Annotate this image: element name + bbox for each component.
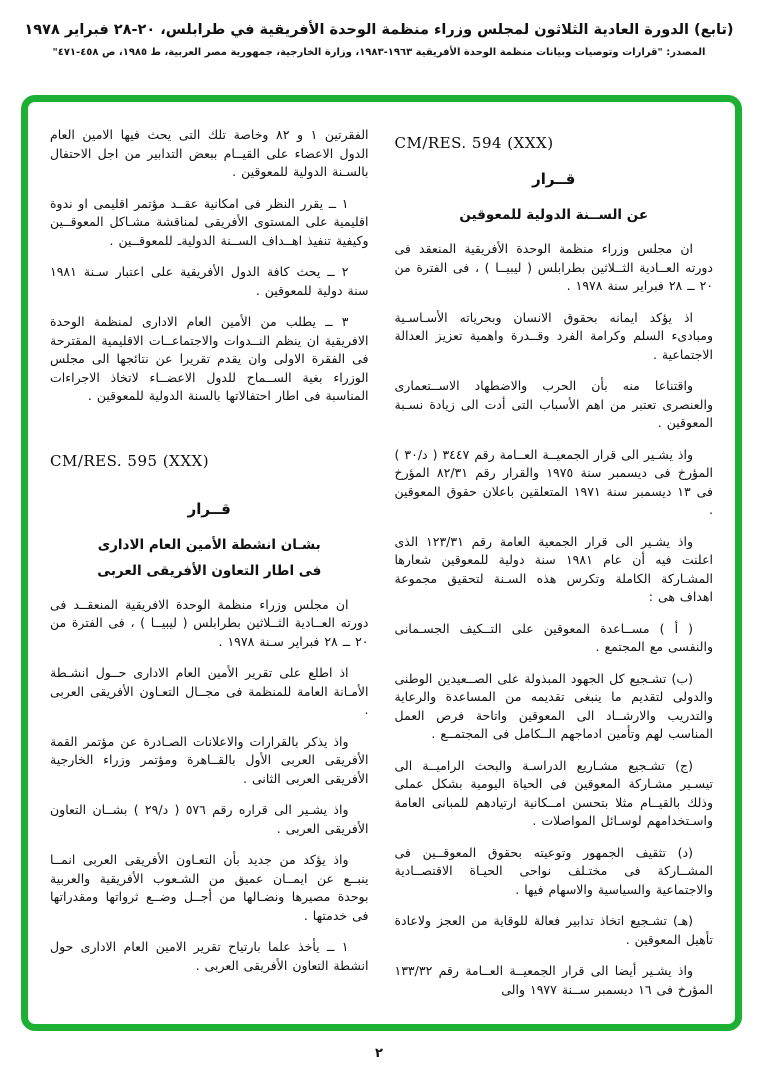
paragraph: واذ يؤكد من جديد بأن التعـاون الأفريقى العربى انمــا ينبــع عن ايمــان عميق من الشـعوب الأفريقية والعربية بوحدة مصيرها ونضـالها من أجــل وضــع ثرواتها ومقدراتها فى خدمتها . bbox=[50, 852, 369, 923]
two-column-layout bbox=[28, 102, 735, 1024]
resolution-594-id: CM/RES. 594 (XXX) bbox=[394, 134, 554, 152]
paragraph: اذ يؤكد ايمانه بحقوق الانسان وبحرياته الأسـاسـية ومبادىء السلم وكرامة الفرد وقــدرة واهمية تعزيز العدالة الاجتماعية . bbox=[394, 309, 713, 362]
paragraph: (ب) تشـجيع كل الجهود المبذولة على الصــعيدين الوطنى والدولى لتقديم ما ينبغى تقديمه من المساعدة والرعاية والتدريب والارشــاد الى المعوقين واتاحة فرص العمل المناسب لهم وتأمين ادماجهم الــكامل فى المجتمــع . bbox=[394, 670, 713, 742]
paragraph: (هـ) تشـجيع اتخاذ تدابير فعالة للوقاية من العجز ولاعادة تأهيل المعوقين . bbox=[394, 913, 713, 947]
resolution-595-subtitle-line1: بشـان انشطة الأمين العام الادارى bbox=[97, 536, 321, 553]
resolution-595-subtitle-line2: فى اطار التعاون الأفريقى العربى bbox=[97, 562, 322, 579]
paragraph: (د) تثقيف الجمهور وتوعيته بحقوق المعوقــين فى المشــاركة فى مختـلف نواحى الحيـاة الاقتصــادية والاجتماعية والسياسية والاسهام فيها . bbox=[394, 844, 713, 897]
paragraph: اذ اطلع على تقرير الأمين العام الادارى حــول انشـطة الأمـانة العامة للمنظمة فى مجــال التعـاون الأفريقى العربى . bbox=[50, 665, 369, 718]
page-footer bbox=[0, 1042, 758, 1061]
paragraph: ( أ ) مســاعدة المعوقين على التــكيف الجسـمانى والنفسى مع المجتمع . bbox=[394, 620, 713, 655]
paragraph: واذ يذكر بالقرارات والاعلانات الصـادرة عن مؤتمر القمة الأفريقى العربى الأول بالقــاهرة ومؤتمر وزراء الخارجية الأفريقى العربى الثانى . bbox=[50, 733, 369, 786]
paragraph: ان مجلس وزراء منظمة الوحدة الأفريقية المنعقد فى دورته العــادية الثــلاثين بطرابلس ( ليبيــا ) ، فى الفترة من ٢٠ ــ ٢٨ فبراير سنة ١٩٧٨ . bbox=[394, 241, 713, 294]
paragraph: ٣ ــ يطلب من الأمين العام الادارى لمنظمة الوحدة الافريقية ان ينظم النــدوات والاجتماعــات الاقليمية المقترحة فى الفقرة الاولى وان يقدم تقريرا عن نتائجها الى مجلس الوزراء بغية الســماح للدول الاعضــاء لاتخاذ الاجراءات المناسبة فى اطار احتفالاتها بالسنة الدولية للمعوقين . bbox=[50, 314, 369, 403]
paragraph: (ج) تشـجيع مشـاريع الدراسـة والبحث الراميــة الى تيسـير مشـاركة المعوقين فى الحياة اليومية بشكل عملى وذلك بالقيــام مثلا بتحسن امــكانية ارتيادهم للمبانى العامة واسـتخدامهم لوسـائل المواصلات . bbox=[394, 757, 713, 829]
column-right-res594 bbox=[395, 126, 714, 1014]
paragraph: واذ يشـير أيضا الى قرار الجمعيــة العــامة رقم ١٣٣/٣٢ المؤرخ فى ١٦ ديسمبر ســنة ١٩٧٧ والى bbox=[394, 963, 713, 997]
paragraph: ١ ــ يقرر النظر فى امكانية عقــد مؤتمر اقليمى او ندوة اقليمية على المستوى الأفريقى لمناقشة مشـاكل المعوقــين وكيفية تنفيذ اهــداف الســنة الدوليةـ للمعوقــين . bbox=[50, 195, 369, 248]
paragraph: ٢ ــ يحث كافة الدول الأفريقية على اعتبار سـنة ١٩٨١ سنة دولية للمعوقين . bbox=[50, 264, 369, 298]
source-citation: المصدر: "قرارات وتوصيات وبيانات منظمة الوحدة الأفريقية ١٩٦٣-١٩٨٣، وزارة الخارجية، جمهورية مصر العربية، ط ١٩٨٥، ص ٤٥٨-٤٧١" bbox=[52, 47, 706, 58]
paragraph: واذ يشـير الى قراره رقم ٥٧٦ ( د/٢٩ ) بشــان التعاون الأفريقى العربى . bbox=[50, 802, 369, 836]
paragraph: ١ ــ يأخذ علما بارتياح تقرير الامين العام الادارى حول انشطة التعاون الأفريقى العربى . bbox=[50, 939, 369, 973]
paragraph: الفقرتين ١ و ٨٢ وخاصة تلك التى يحث فيها الامين العام الدول الاعضاء على القيــام ببعض التدابير من اجل الاحتفال بالسـنة الدولية للمعوقين . bbox=[50, 127, 369, 179]
paragraph: واذ يشـير الى قرار الجمعية العامة رقم ١٢٣/٣١ الذى اعلنت فيه أن عام ١٩٨١ سنة دولية للمعوقين شعارها المشـاركة الكاملة وتكرس هذه السـنة لتحقيق مجموعة اهداف هى : bbox=[394, 533, 713, 605]
page-number: ٢ bbox=[375, 1046, 383, 1061]
resolution-594-title: قــرار bbox=[532, 170, 576, 189]
paragraph: واقتناعا منه بأن الحرب والاضطهاد الاســتعمارى والعنصرى تعتبر من اهم الأسباب التى أدت الى زيادة نسـبة المعوقين . bbox=[394, 378, 713, 431]
resolution-595-id: CM/RES. 595 (XXX) bbox=[50, 451, 210, 470]
resolution-595-title: قــرار bbox=[187, 499, 231, 518]
green-border-frame bbox=[21, 95, 742, 1031]
column-left-res595 bbox=[50, 126, 369, 1014]
page-header bbox=[0, 0, 758, 58]
resolution-594-subtitle: عن الســنة الدولية للمعوقين bbox=[459, 207, 649, 224]
session-title: (تابع) الدورة العادية الثلاثون لمجلس وزراء منظمة الوحدة الأفريقية في طرابلس، ٢٠-٢٨ فبراير ١٩٧٨ bbox=[24, 22, 734, 38]
paragraph: واذ يشـير الى قرار الجمعيــة العــامة رقم ٣٤٤٧ ( د/٣٠ ) المؤرخ فى ديسمبر سنة ١٩٧٥ والقرار رقم ٨٢/٣١ المؤرخ فى ١٣ ديسمبر سنة ١٩٧١ المتعلقين باعلان حقوق المعوقين . bbox=[394, 446, 713, 518]
paragraph: ان مجلس وزراء منظمة الوحدة الافريقية المنعقــد فى دورته العــادية الثــلاثين بطرابلس ( ليبيــا ) ، فى الفترة من ٢٠ ــ ٢٨ فبراير سـنة ١٩٧٨ . bbox=[50, 596, 369, 649]
